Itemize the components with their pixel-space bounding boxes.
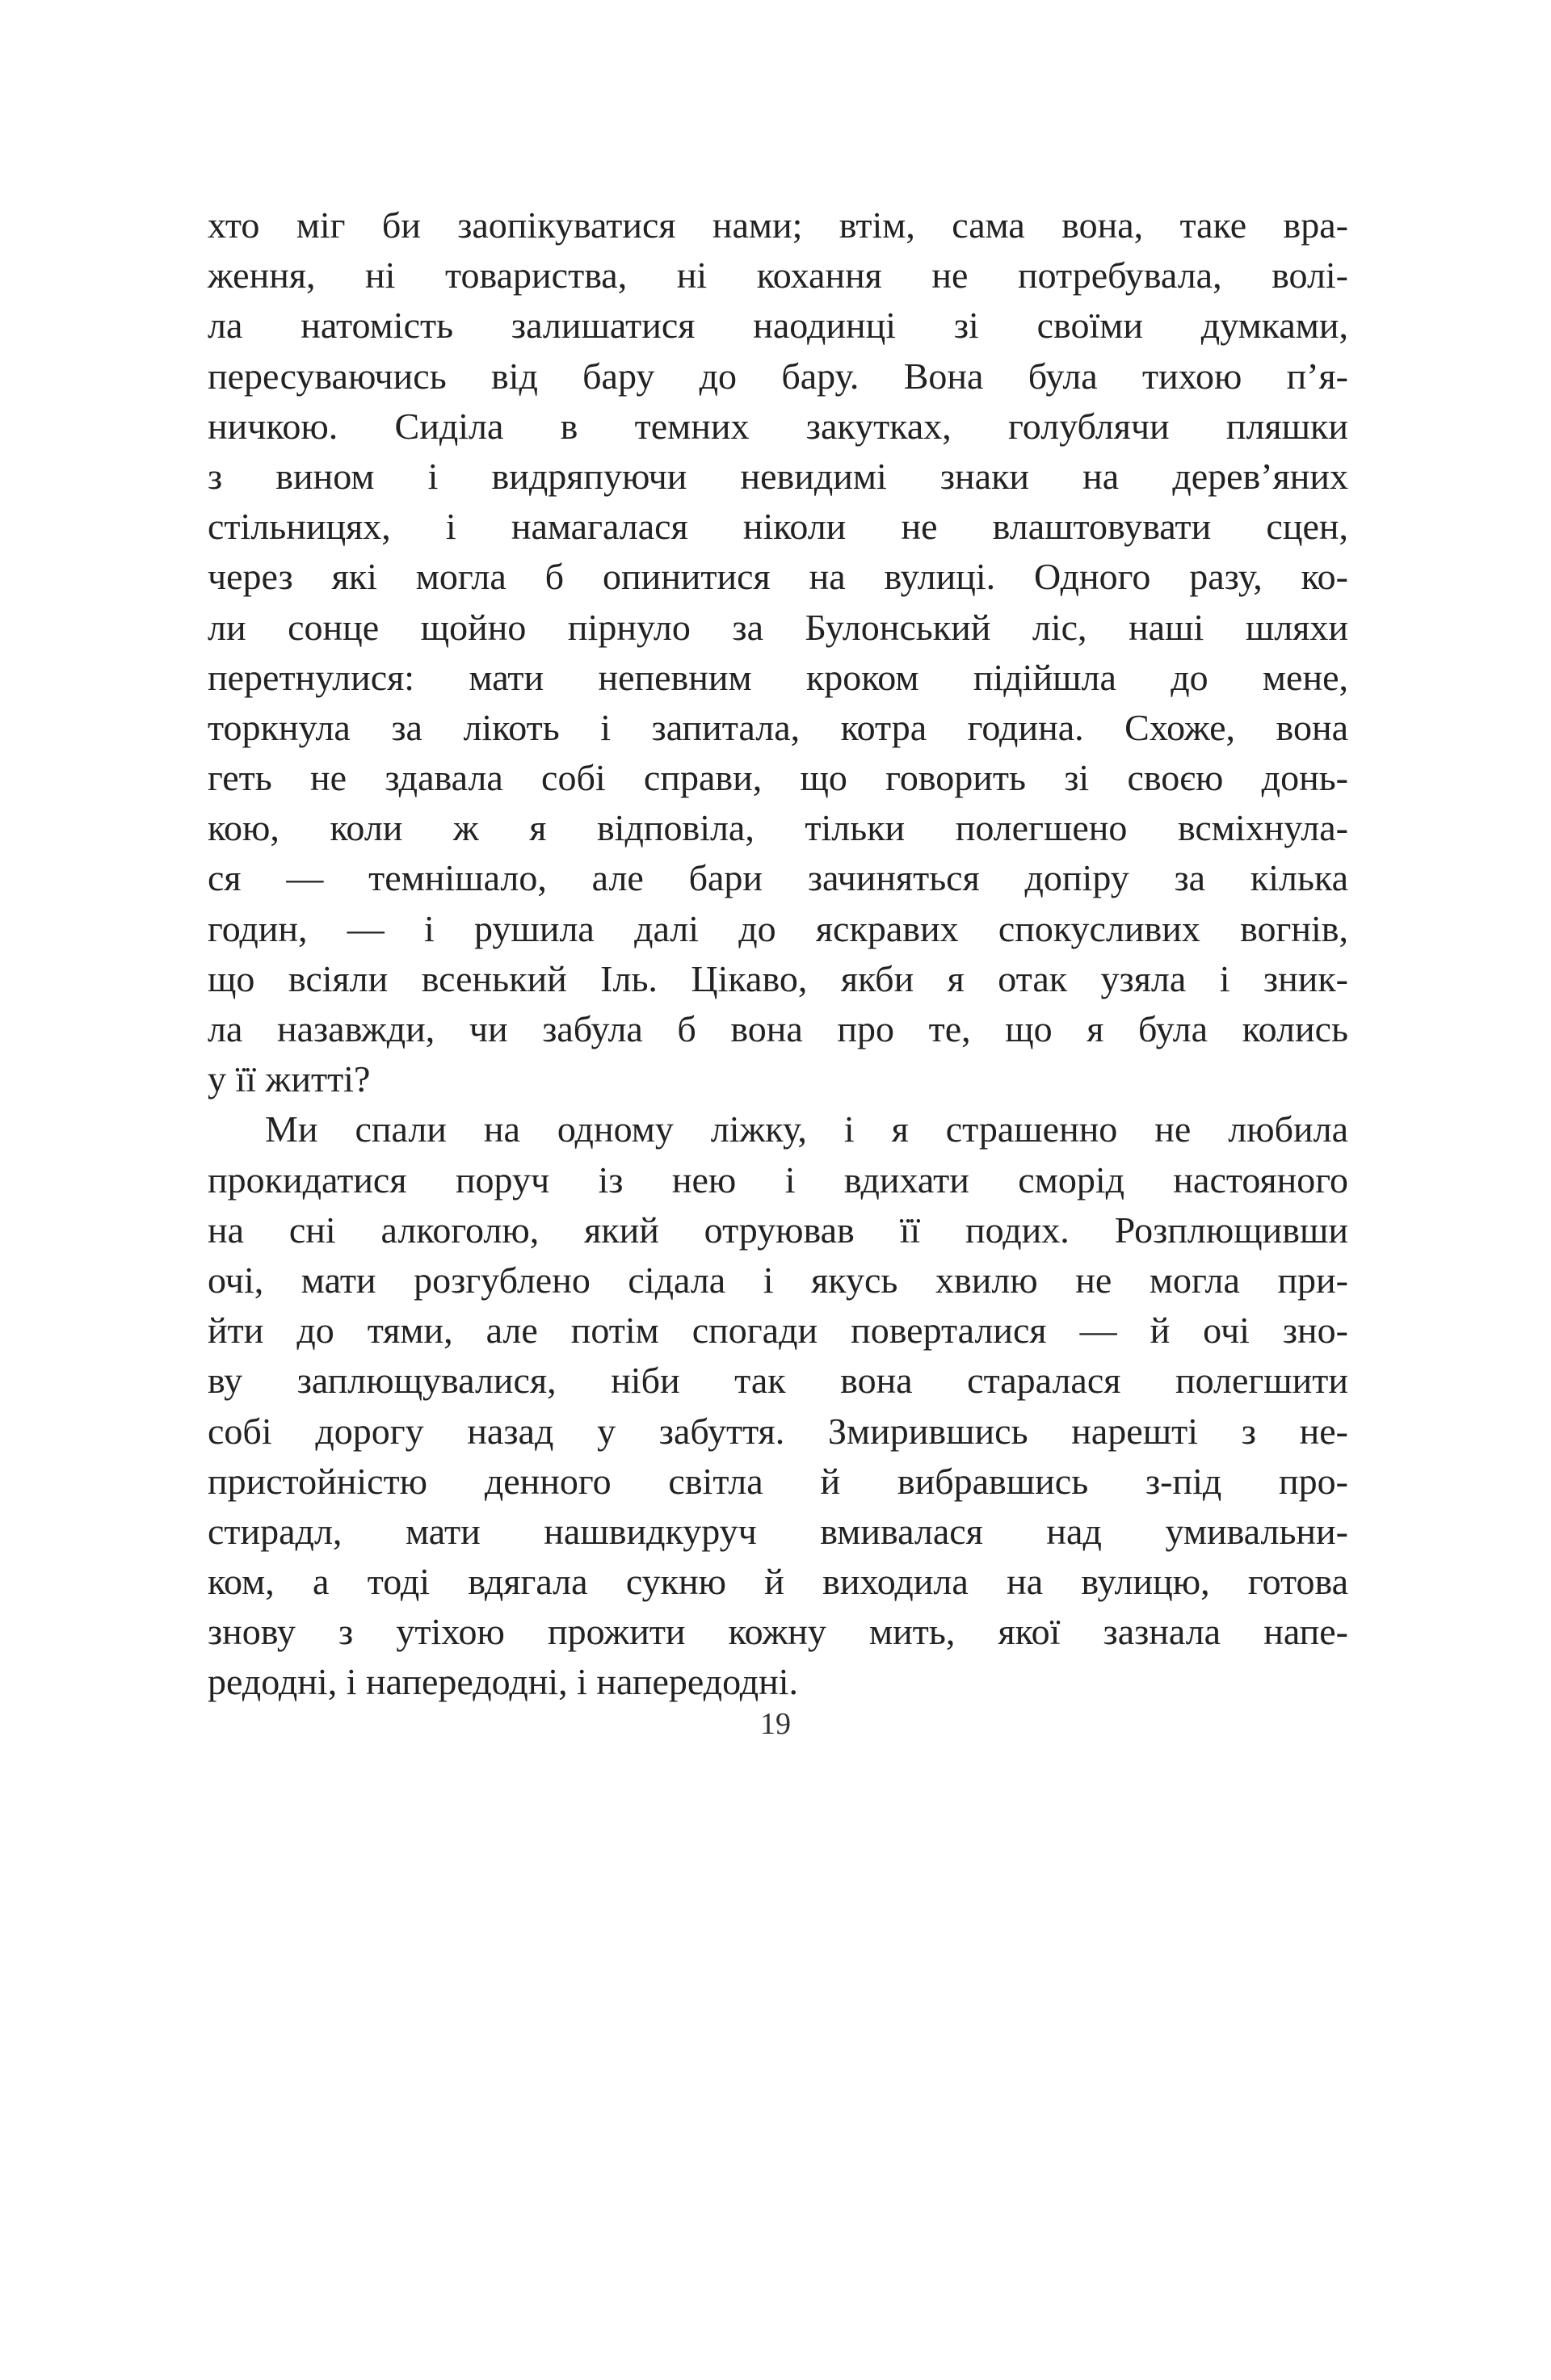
text-line: у її житті? (208, 1058, 371, 1100)
text-line: пересуваючись від бару до бару. Вона була тихою п’я- (208, 355, 1348, 397)
text-line: що всіяли всенький Іль. Цікаво, якби я отак узяла і зник- (208, 957, 1348, 999)
text-line: хто міг би заопікуватися нами; втім, сама вона, таке вра- (208, 204, 1348, 246)
text-line: ла натомість залишатися наодинці зі своїми думками, (208, 305, 1348, 347)
text-line: годин, — і рушила далі до яскравих спокусливих вогнів, (208, 907, 1348, 949)
text-line: перетнулися: мати непевним кроком підійшла до мене, (208, 656, 1348, 698)
text-line: геть не здавала собі справи, що говорить зі своєю донь- (208, 757, 1348, 799)
text-line: на сні алкоголю, який отруював її подих. Розплющивши (208, 1209, 1348, 1251)
text-line: редодні, і напередодні, і напередодні. (208, 1661, 799, 1703)
text-line: ли сонце щойно пірнуло за Булонський ліс, наші шляхи (208, 606, 1348, 648)
text-line: стирадл, мати нашвидкуруч вмивалася над умивальни- (208, 1510, 1348, 1552)
text-line: Ми спали на одному ліжку, і я страшенно не любила (265, 1108, 1348, 1150)
text-line: ся — темнішало, але бари зачиняться допіру за кілька (208, 857, 1348, 899)
text-line: очі, мати розгублено сідала і якусь хвилю не могла при- (208, 1259, 1348, 1301)
text-line: прокидатися поруч із нею і вдихати сморід настояного (208, 1158, 1348, 1201)
paragraph (208, 200, 1348, 1104)
text-line: стільницях, і намагалася ніколи не влаштовувати сцен, (208, 506, 1348, 548)
page-number: 19 (760, 1707, 791, 1741)
text-line: ження, ні товариства, ні кохання не потребувала, волі- (208, 254, 1348, 296)
text-line: йти до тями, але потім спогади поверталися — й очі зно- (208, 1310, 1348, 1352)
body-text (208, 200, 1348, 1708)
text-line: ничкою. Сиділа в темних закутках, голублячи пляшки (208, 405, 1348, 447)
text-line: собі дорогу назад у забуття. Змирившись нарешті з не- (208, 1410, 1348, 1452)
text-line: через які могла б опинитися на вулиці. Одного разу, ко- (208, 556, 1348, 598)
paragraph (208, 1104, 1348, 1707)
text-line: кою, коли ж я відповіла, тільки полегшено всміхнула- (208, 807, 1348, 849)
text-line: пристойністю денного світла й вибравшись з-під про- (208, 1460, 1348, 1502)
text-line: знову з утіхою прожити кожну мить, якої зазнала напе- (208, 1611, 1348, 1653)
text-line: ком, а тоді вдягала сукню й виходила на вулицю, готова (208, 1561, 1348, 1603)
text-line: торкнула за лікоть і запитала, котра година. Схоже, вона (208, 706, 1348, 748)
text-line: ла назавжди, чи забула б вона про те, що я була колись (208, 1008, 1348, 1049)
text-line: ву заплющувалися, ніби так вона старалася полегшити (208, 1360, 1348, 1402)
text-line: з вином і видряпуючи невидимі знаки на дерев’яних (208, 455, 1348, 497)
